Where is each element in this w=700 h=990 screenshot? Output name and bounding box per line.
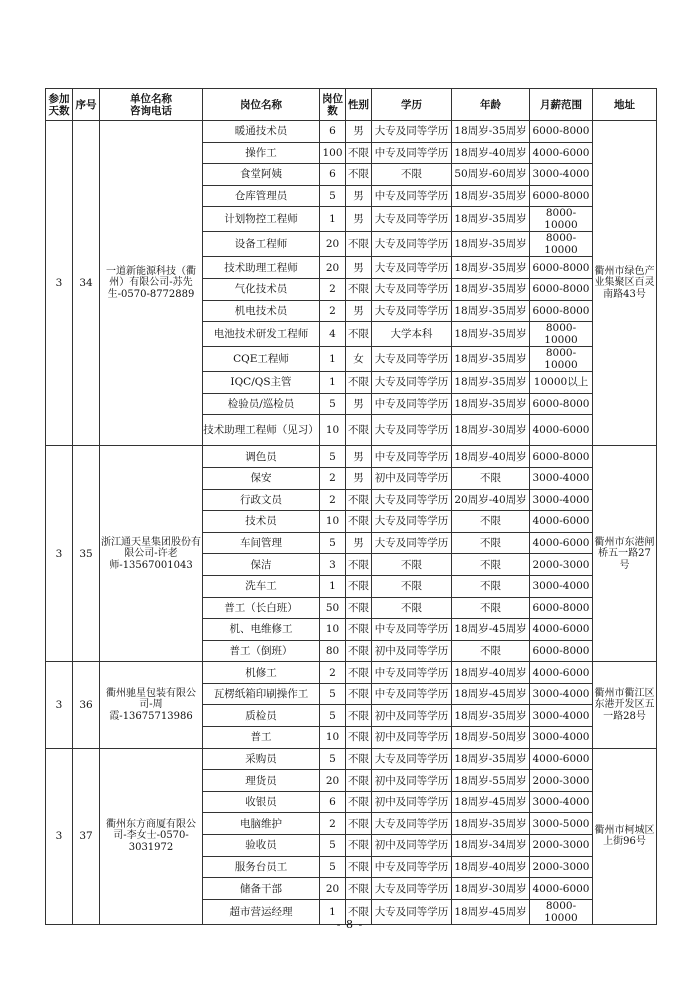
job-education: 大专及同等学历 — [372, 748, 452, 770]
job-name: 电池技术研发工程师 — [203, 322, 320, 347]
days-cell: 3 — [46, 748, 73, 924]
job-gender: 不限 — [346, 597, 372, 619]
job-count: 5 — [320, 856, 346, 878]
job-education: 初中及同等学历 — [372, 770, 452, 792]
job-name: 洗车工 — [203, 575, 320, 597]
job-gender: 不限 — [346, 575, 372, 597]
job-education: 大专及同等学历 — [372, 207, 452, 232]
job-age: 18周岁-45周岁 — [452, 683, 530, 705]
job-education: 不限 — [372, 575, 452, 597]
job-salary: 8000-10000 — [530, 899, 593, 924]
job-salary: 6000-8000 — [530, 393, 593, 415]
job-name: 设备工程师 — [203, 232, 320, 257]
job-name: 技术助理工程师 — [203, 257, 320, 279]
job-name: 调色员 — [203, 446, 320, 468]
job-education: 大专及同等学历 — [372, 121, 452, 143]
job-salary: 6000-8000 — [530, 185, 593, 207]
job-name: 仓库管理员 — [203, 185, 320, 207]
job-salary: 3000-4000 — [530, 575, 593, 597]
job-gender: 男 — [346, 185, 372, 207]
job-gender: 不限 — [346, 142, 372, 164]
job-education: 中专及同等学历 — [372, 446, 452, 468]
job-salary: 6000-8000 — [530, 597, 593, 619]
table-row — [46, 446, 657, 468]
header-position: 岗位名称 — [203, 89, 320, 121]
job-gender: 不限 — [346, 372, 372, 394]
job-salary: 4000-6000 — [530, 748, 593, 770]
job-count: 100 — [320, 142, 346, 164]
job-name: 验收员 — [203, 835, 320, 857]
job-gender: 女 — [346, 347, 372, 372]
job-count: 1 — [320, 575, 346, 597]
job-education: 中专及同等学历 — [372, 683, 452, 705]
job-age: 20周岁-40周岁 — [452, 489, 530, 511]
job-gender: 不限 — [346, 662, 372, 684]
job-education: 大专及同等学历 — [372, 257, 452, 279]
job-gender: 不限 — [346, 619, 372, 641]
job-count: 10 — [320, 727, 346, 749]
job-name: 计划物控工程师 — [203, 207, 320, 232]
job-age: 不限 — [452, 640, 530, 662]
job-salary: 4000-6000 — [530, 142, 593, 164]
job-name: 瓦楞纸箱印刷操作工 — [203, 683, 320, 705]
job-name: 暖通技术员 — [203, 121, 320, 143]
days-cell: 3 — [46, 662, 73, 748]
job-education: 中专及同等学历 — [372, 142, 452, 164]
job-name: 车间管理 — [203, 532, 320, 554]
page-number: - 8 - — [336, 918, 364, 931]
job-salary: 3000-4000 — [530, 791, 593, 813]
job-count: 6 — [320, 121, 346, 143]
job-age: 18周岁-40周岁 — [452, 142, 530, 164]
seq-cell: 36 — [73, 662, 100, 748]
job-count: 2 — [320, 278, 346, 300]
job-age: 18周岁-30周岁 — [452, 878, 530, 900]
job-gender: 不限 — [346, 554, 372, 576]
job-age: 18周岁-40周岁 — [452, 662, 530, 684]
job-count: 5 — [320, 835, 346, 857]
job-count: 5 — [320, 705, 346, 727]
job-age: 50周岁-60周岁 — [452, 164, 530, 186]
job-age: 18周岁-34周岁 — [452, 835, 530, 857]
job-education: 中专及同等学历 — [372, 393, 452, 415]
job-gender: 不限 — [346, 232, 372, 257]
job-age: 18周岁-35周岁 — [452, 322, 530, 347]
days-cell: 3 — [46, 446, 73, 662]
job-gender: 不限 — [346, 164, 372, 186]
job-name: 操作工 — [203, 142, 320, 164]
job-name: 食堂阿姨 — [203, 164, 320, 186]
job-count: 1 — [320, 372, 346, 394]
table-row — [46, 662, 657, 684]
job-name: 保安 — [203, 467, 320, 489]
job-salary: 4000-6000 — [530, 415, 593, 446]
header-address: 地址 — [593, 89, 657, 121]
job-salary: 3000-4000 — [530, 727, 593, 749]
job-name: 质检员 — [203, 705, 320, 727]
job-education: 大专及同等学历 — [372, 232, 452, 257]
job-age: 18周岁-35周岁 — [452, 300, 530, 322]
job-age: 18周岁-35周岁 — [452, 393, 530, 415]
job-age: 18周岁-45周岁 — [452, 791, 530, 813]
job-count: 80 — [320, 640, 346, 662]
job-age: 不限 — [452, 467, 530, 489]
job-count: 20 — [320, 232, 346, 257]
job-salary: 4000-6000 — [530, 511, 593, 533]
job-salary: 2000-3000 — [530, 856, 593, 878]
job-gender: 不限 — [346, 705, 372, 727]
job-gender: 不限 — [346, 878, 372, 900]
job-gender: 不限 — [346, 791, 372, 813]
job-name: 普工（倒班） — [203, 640, 320, 662]
job-gender: 男 — [346, 207, 372, 232]
job-age: 18周岁-35周岁 — [452, 232, 530, 257]
job-count: 2 — [320, 467, 346, 489]
job-age: 18周岁-35周岁 — [452, 705, 530, 727]
job-name: 普工 — [203, 727, 320, 749]
job-age: 18周岁-40周岁 — [452, 856, 530, 878]
address-cell: 衢州市柯城区上街96号 — [593, 748, 657, 924]
job-education: 大专及同等学历 — [372, 278, 452, 300]
job-education: 大专及同等学历 — [372, 878, 452, 900]
job-salary: 4000-6000 — [530, 878, 593, 900]
job-count: 2 — [320, 489, 346, 511]
job-count: 50 — [320, 597, 346, 619]
header-days: 参加 天数 — [46, 89, 73, 121]
job-name: 收银员 — [203, 791, 320, 813]
job-count: 3 — [320, 554, 346, 576]
job-count: 6 — [320, 164, 346, 186]
job-salary: 2000-3000 — [530, 835, 593, 857]
job-education: 中专及同等学历 — [372, 856, 452, 878]
seq-cell: 34 — [73, 121, 100, 446]
company-cell: 浙江通天星集团股份有限公司-许老师-13567001043 — [100, 446, 203, 662]
job-age: 18周岁-35周岁 — [452, 748, 530, 770]
job-age: 18周岁-45周岁 — [452, 899, 530, 924]
company-cell: 一道新能源科技（衢州）有限公司-苏先生-0570-8772889 — [100, 121, 203, 446]
job-gender: 男 — [346, 257, 372, 279]
job-salary: 6000-8000 — [530, 278, 593, 300]
job-age: 不限 — [452, 597, 530, 619]
job-education: 大专及同等学历 — [372, 489, 452, 511]
job-education: 大专及同等学历 — [372, 347, 452, 372]
job-education: 大专及同等学历 — [372, 300, 452, 322]
header-gender: 性别 — [346, 89, 372, 121]
job-gender: 不限 — [346, 856, 372, 878]
job-name: 技术员 — [203, 511, 320, 533]
job-gender: 男 — [346, 393, 372, 415]
job-salary: 6000-8000 — [530, 640, 593, 662]
job-name: 气化技术员 — [203, 278, 320, 300]
job-gender: 男 — [346, 121, 372, 143]
job-age: 18周岁-35周岁 — [452, 121, 530, 143]
job-salary: 3000-5000 — [530, 813, 593, 835]
job-salary: 8000-10000 — [530, 322, 593, 347]
job-salary: 3000-4000 — [530, 683, 593, 705]
job-name: 电脑维护 — [203, 813, 320, 835]
job-age: 不限 — [452, 532, 530, 554]
job-age: 18周岁-35周岁 — [452, 257, 530, 279]
job-count: 2 — [320, 662, 346, 684]
job-count: 6 — [320, 791, 346, 813]
job-education: 大学本科 — [372, 322, 452, 347]
job-age: 18周岁-35周岁 — [452, 347, 530, 372]
job-gender: 男 — [346, 532, 372, 554]
job-count: 5 — [320, 532, 346, 554]
job-gender: 不限 — [346, 835, 372, 857]
job-salary: 6000-8000 — [530, 121, 593, 143]
header-education: 学历 — [372, 89, 452, 121]
job-name: 行政文员 — [203, 489, 320, 511]
job-count: 5 — [320, 393, 346, 415]
job-age: 18周岁-35周岁 — [452, 372, 530, 394]
job-gender: 不限 — [346, 813, 372, 835]
job-age: 18周岁-55周岁 — [452, 770, 530, 792]
job-name: 普工（长白班） — [203, 597, 320, 619]
job-education: 初中及同等学历 — [372, 467, 452, 489]
header-row — [46, 89, 657, 121]
job-education: 中专及同等学历 — [372, 619, 452, 641]
job-name: 检验员/巡检员 — [203, 393, 320, 415]
job-salary: 2000-3000 — [530, 770, 593, 792]
job-name: 服务台员工 — [203, 856, 320, 878]
job-count: 10 — [320, 511, 346, 533]
job-count: 1 — [320, 899, 346, 924]
job-education: 不限 — [372, 164, 452, 186]
job-gender: 不限 — [346, 727, 372, 749]
address-cell: 衢州市东港闸桥五一路27号 — [593, 446, 657, 662]
job-age: 18周岁-40周岁 — [452, 446, 530, 468]
table-body — [46, 121, 657, 925]
recruitment-table — [45, 88, 657, 925]
job-age: 18周岁-35周岁 — [452, 278, 530, 300]
job-salary: 4000-6000 — [530, 662, 593, 684]
job-name: IQC/QS主管 — [203, 372, 320, 394]
job-salary: 8000-10000 — [530, 207, 593, 232]
job-salary: 3000-4000 — [530, 489, 593, 511]
header-count: 岗位 数 — [320, 89, 346, 121]
job-age: 不限 — [452, 575, 530, 597]
header-age: 年龄 — [452, 89, 530, 121]
job-education: 初中及同等学历 — [372, 705, 452, 727]
job-count: 20 — [320, 770, 346, 792]
job-salary: 10000以上 — [530, 372, 593, 394]
job-name: 采购员 — [203, 748, 320, 770]
job-count: 2 — [320, 813, 346, 835]
job-salary: 4000-6000 — [530, 619, 593, 641]
job-salary: 8000-10000 — [530, 232, 593, 257]
job-education: 初中及同等学历 — [372, 727, 452, 749]
job-gender: 男 — [346, 467, 372, 489]
job-count: 20 — [320, 878, 346, 900]
job-name: 理货员 — [203, 770, 320, 792]
job-gender: 不限 — [346, 278, 372, 300]
job-gender: 不限 — [346, 511, 372, 533]
job-education: 大专及同等学历 — [372, 899, 452, 924]
job-education: 初中及同等学历 — [372, 791, 452, 813]
job-count: 1 — [320, 347, 346, 372]
job-age: 18周岁-35周岁 — [452, 207, 530, 232]
job-name: 机电技术员 — [203, 300, 320, 322]
job-name: 机、电维修工 — [203, 619, 320, 641]
job-gender: 不限 — [346, 770, 372, 792]
job-gender: 不限 — [346, 899, 372, 924]
job-age: 不限 — [452, 554, 530, 576]
job-count: 20 — [320, 257, 346, 279]
company-cell: 衢州驰星包装有限公司-周霞-13675713986 — [100, 662, 203, 748]
job-salary: 6000-8000 — [530, 446, 593, 468]
job-age: 18周岁-50周岁 — [452, 727, 530, 749]
job-name: 保洁 — [203, 554, 320, 576]
job-education: 大专及同等学历 — [372, 511, 452, 533]
header-salary: 月薪范围 — [530, 89, 593, 121]
days-cell: 3 — [46, 121, 73, 446]
job-salary: 3000-4000 — [530, 705, 593, 727]
job-count: 5 — [320, 748, 346, 770]
job-count: 5 — [320, 185, 346, 207]
job-count: 5 — [320, 683, 346, 705]
job-count: 5 — [320, 446, 346, 468]
company-cell: 衢州东方商厦有限公司-李女士-0570-3031972 — [100, 748, 203, 924]
job-salary: 6000-8000 — [530, 257, 593, 279]
job-age: 18周岁-35周岁 — [452, 813, 530, 835]
seq-cell: 37 — [73, 748, 100, 924]
job-gender: 男 — [346, 300, 372, 322]
header-seq: 序号 — [73, 89, 100, 121]
job-education: 大专及同等学历 — [372, 813, 452, 835]
job-education: 大专及同等学历 — [372, 415, 452, 446]
job-gender: 不限 — [346, 683, 372, 705]
job-education: 不限 — [372, 597, 452, 619]
job-name: 超市营运经理 — [203, 899, 320, 924]
job-name: 机修工 — [203, 662, 320, 684]
job-salary: 8000-10000 — [530, 347, 593, 372]
job-age: 不限 — [452, 511, 530, 533]
job-age: 18周岁-45周岁 — [452, 619, 530, 641]
job-count: 10 — [320, 415, 346, 446]
job-education: 大专及同等学历 — [372, 532, 452, 554]
job-gender: 男 — [346, 446, 372, 468]
job-age: 18周岁-35周岁 — [452, 185, 530, 207]
job-count: 1 — [320, 207, 346, 232]
address-cell: 衢州市绿色产业集聚区百灵南路43号 — [593, 121, 657, 446]
job-count: 2 — [320, 300, 346, 322]
table-row — [46, 748, 657, 770]
job-education: 初中及同等学历 — [372, 835, 452, 857]
job-salary: 4000-6000 — [530, 532, 593, 554]
seq-cell: 35 — [73, 446, 100, 662]
job-gender: 不限 — [346, 415, 372, 446]
job-salary: 2000-3000 — [530, 554, 593, 576]
job-count: 4 — [320, 322, 346, 347]
job-age: 18周岁-30周岁 — [452, 415, 530, 446]
job-education: 中专及同等学历 — [372, 662, 452, 684]
job-education: 大专及同等学历 — [372, 372, 452, 394]
address-cell: 衢州市衢江区东港开发区五一路28号 — [593, 662, 657, 748]
job-salary: 6000-8000 — [530, 300, 593, 322]
job-name: 储备干部 — [203, 878, 320, 900]
job-salary: 3000-4000 — [530, 467, 593, 489]
job-education: 不限 — [372, 554, 452, 576]
job-name: 技术助理工程师（见习） — [203, 415, 320, 446]
job-count: 10 — [320, 619, 346, 641]
job-education: 中专及同等学历 — [372, 185, 452, 207]
table-row — [46, 121, 657, 143]
job-gender: 不限 — [346, 489, 372, 511]
job-gender: 不限 — [346, 748, 372, 770]
job-name: CQE工程师 — [203, 347, 320, 372]
job-gender: 不限 — [346, 322, 372, 347]
job-gender: 不限 — [346, 640, 372, 662]
job-salary: 3000-4000 — [530, 164, 593, 186]
job-education: 初中及同等学历 — [372, 640, 452, 662]
header-company: 单位名称 咨询电话 — [100, 89, 203, 121]
